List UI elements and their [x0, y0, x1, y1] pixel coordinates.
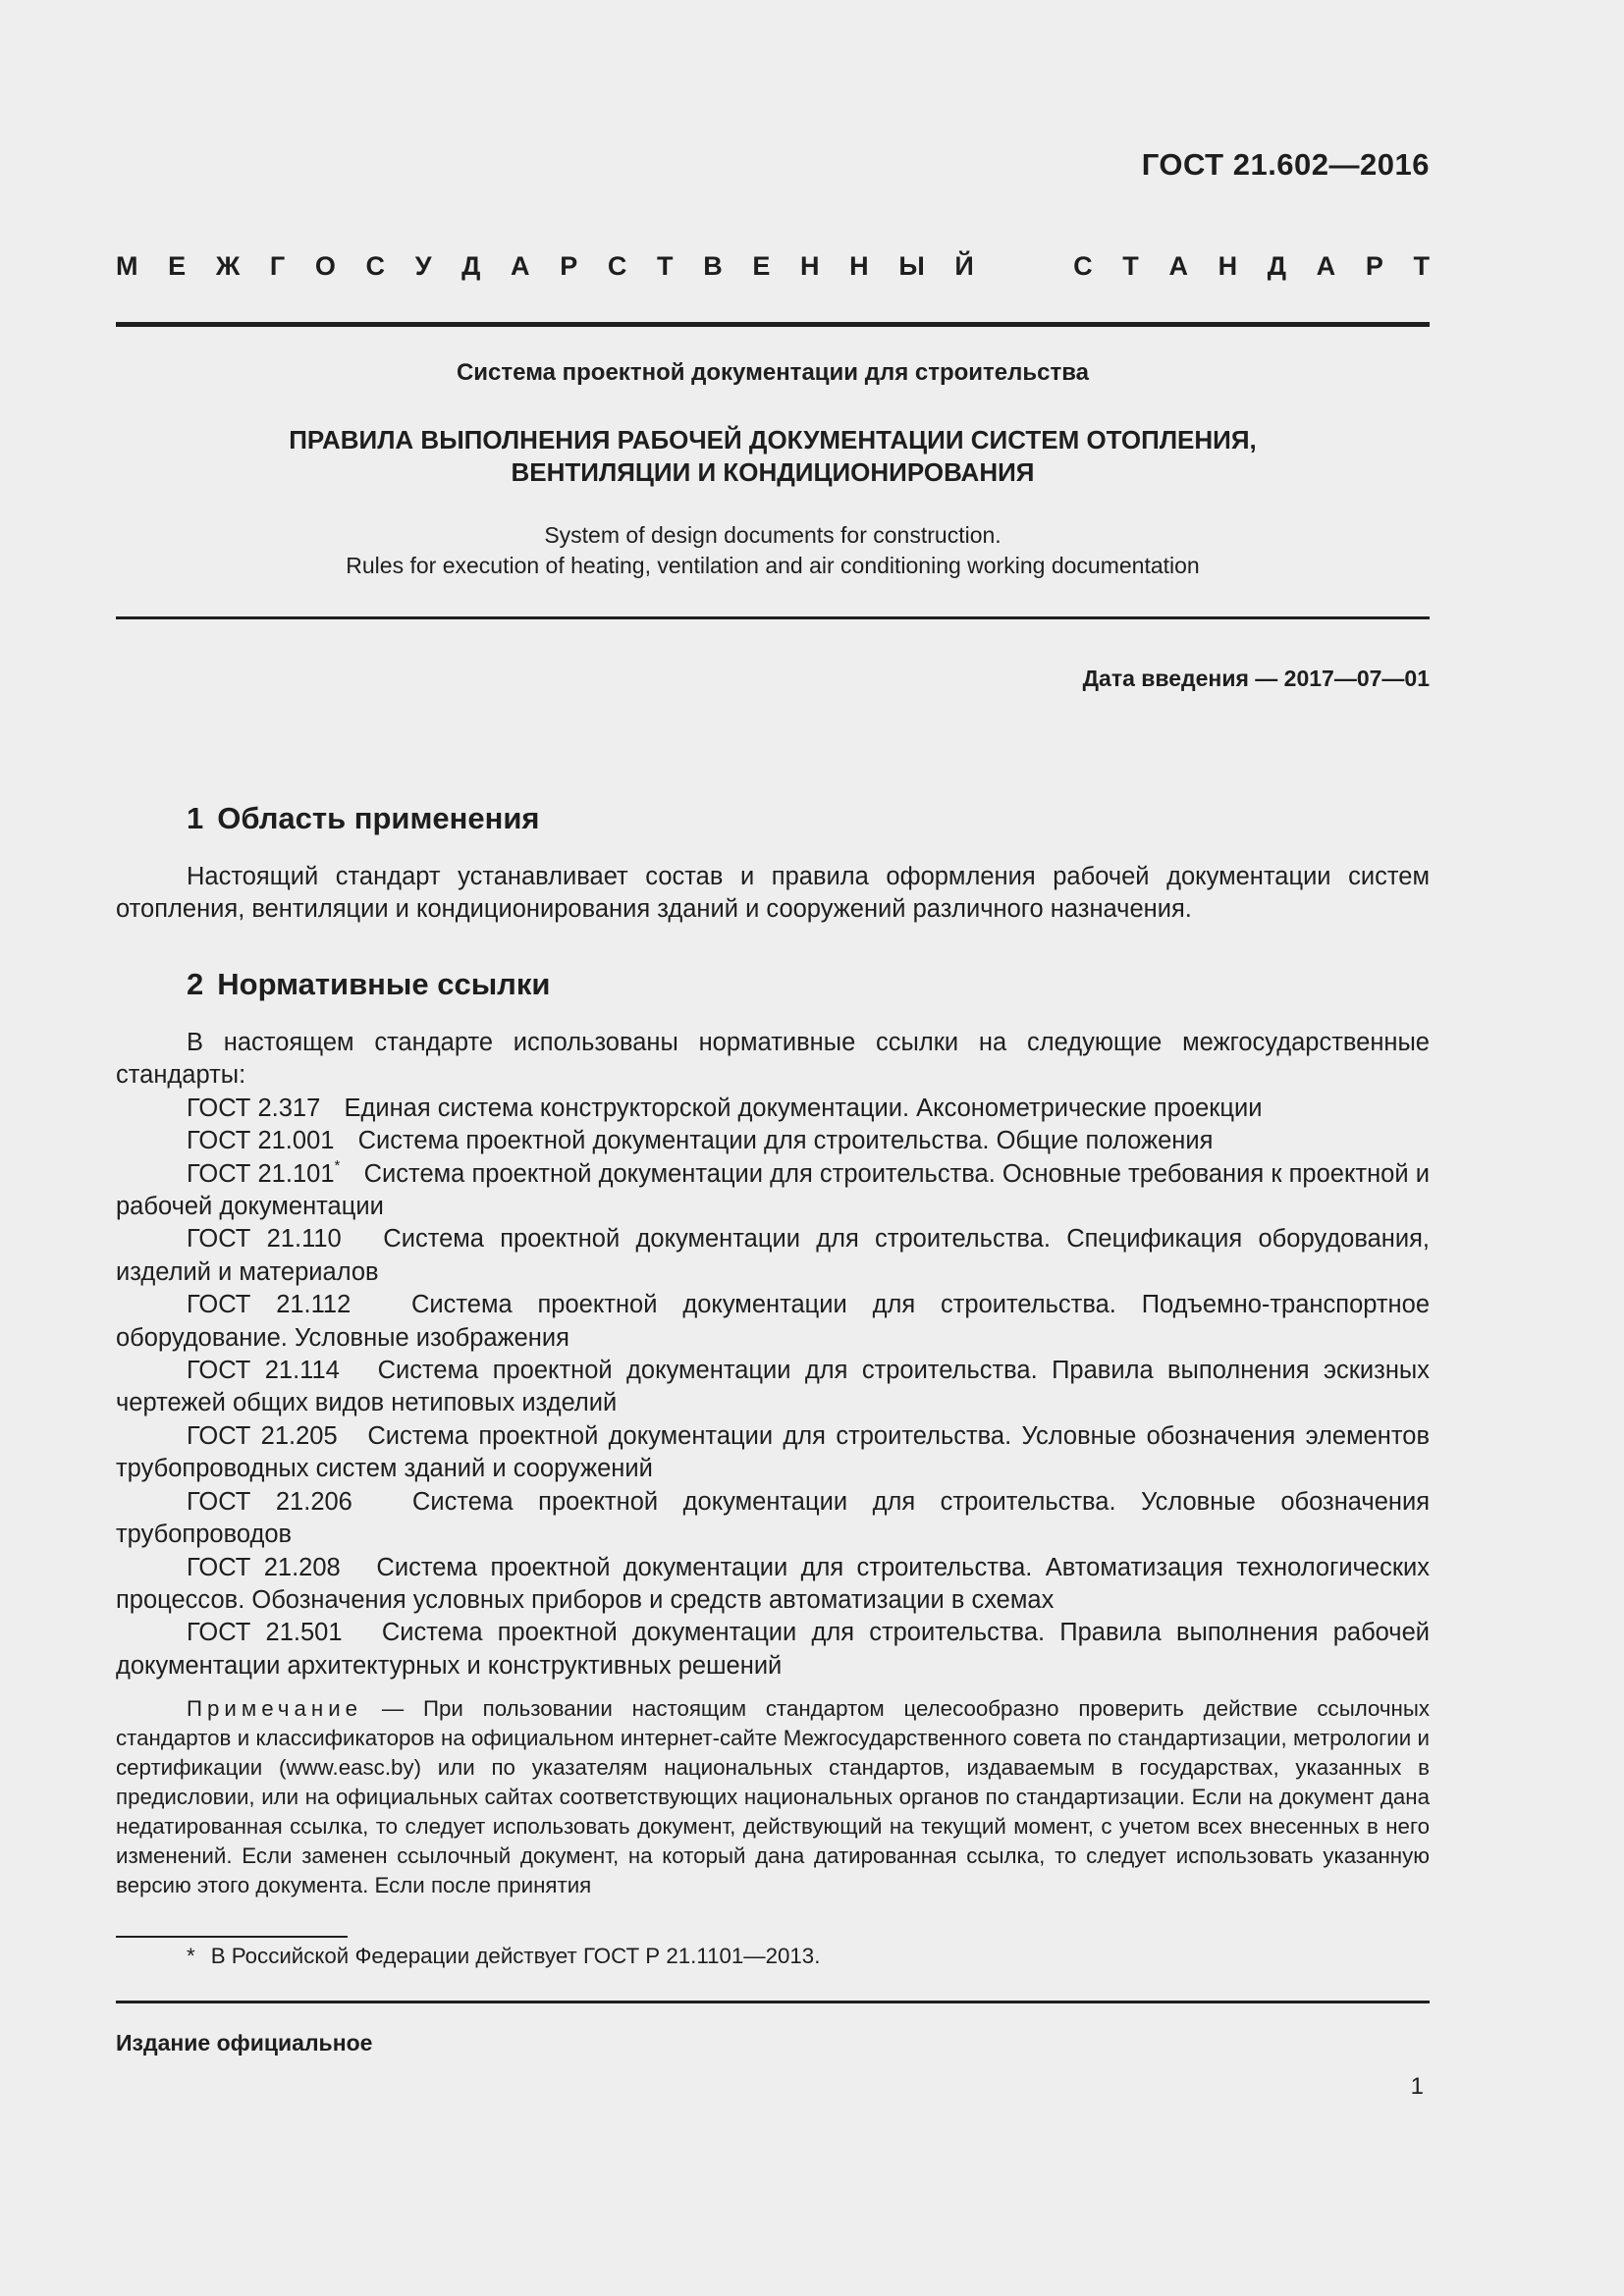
header-divider: [116, 322, 1430, 327]
reference-code: ГОСТ 21.114: [187, 1357, 340, 1385]
note-block: [116, 1694, 1430, 1900]
page-number: 1: [1410, 2073, 1424, 2100]
standard-type-letter: С: [607, 251, 627, 281]
reference-title: Система проектной документации для строительства. Условные обозначения элементов трубопроводных систем зданий и сооружений: [116, 1421, 1431, 1483]
standard-type-letter: Г: [269, 251, 286, 281]
reference-code: ГОСТ 2.317: [187, 1094, 321, 1122]
standard-type-letter: Е: [168, 251, 187, 281]
standard-type-letter: Ы: [898, 251, 925, 281]
document-title: [116, 424, 1430, 489]
section-title: Область применения: [217, 801, 540, 835]
footnote-text: В Российской Федерации действует ГОСТ Р 21.1101—2013.: [210, 1944, 821, 1968]
reference-spacer: [352, 1488, 403, 1516]
reference-item: [116, 1289, 1430, 1355]
reference-title: Система проектной документации для строительства. Общие положения: [357, 1127, 1214, 1155]
standard-type-letter: С: [1073, 251, 1093, 281]
paragraph: В настоящем стандарте использованы нормативные ссылки на следующие межгосударственные стандарты:: [116, 1029, 1430, 1090]
reference-code: ГОСТ 21.205: [187, 1421, 338, 1450]
standard-type-letter: Ж: [215, 251, 241, 281]
reference-title: Система проектной документации для строительства. Правила выполнения эскизных чертежей общих видов нетиповых изделий: [116, 1357, 1430, 1417]
reference-spacer: [340, 1357, 368, 1384]
section-title: Нормативные ссылки: [217, 967, 551, 1001]
standard-code: ГОСТ 21.602—2016: [1141, 147, 1430, 182]
standard-type-letter: Й: [954, 251, 974, 281]
reference-code: ГОСТ 21.112: [187, 1291, 352, 1319]
reference-title: Система проектной документации для строительства. Подъемно-транспортное оборудование. Условные изображения: [116, 1291, 1430, 1352]
reference-spacer: [320, 1095, 334, 1122]
reference-title: Система проектной документации для строительства. Основные требования к проектной и рабочей документации: [116, 1159, 1431, 1221]
section-number: 2: [187, 967, 204, 1001]
standard-type-letter: А: [1316, 251, 1336, 281]
standard-type-letter: С: [365, 251, 386, 281]
reference-spacer: [334, 1127, 348, 1154]
reference-title: Система проектной документации для строительства. Спецификация оборудования, изделий и материалов: [116, 1225, 1430, 1286]
section-2-heading: [187, 967, 550, 1002]
note-label: Примечание: [187, 1696, 363, 1721]
reference-item: [116, 1617, 1430, 1682]
reference-item: [116, 1552, 1430, 1618]
series-title: Система проектной документации для строительства: [456, 359, 1090, 386]
reference-title: Единая система конструкторской документации. Аксонометрические проекции: [344, 1094, 1263, 1122]
standard-type-letter: Т: [1413, 251, 1430, 281]
reference-code: ГОСТ 21.001: [187, 1127, 335, 1155]
standard-type-letter: М: [116, 251, 138, 281]
footnote-divider: [116, 1936, 348, 1938]
english-title-line-1: System of design documents for construction.: [544, 522, 1001, 548]
reference-title: Система проектной документации для строительства. Правила выполнения рабочей документации архитектурных и конструктивных решений: [116, 1619, 1431, 1680]
reference-title: Система проектной документации для строительства. Условные обозначения трубопроводов: [116, 1487, 1431, 1549]
reference-item: [116, 1158, 1430, 1224]
reference-code: ГОСТ 21.206: [187, 1487, 352, 1516]
reference-item: [116, 1420, 1430, 1486]
edition-label: Издание официальное: [116, 2030, 373, 2056]
note-paragraph: [116, 1694, 1430, 1900]
standard-type-letter: Р: [1365, 251, 1383, 281]
standard-type-letter: Т: [1122, 251, 1139, 281]
standard-type-letter: Т: [657, 251, 674, 281]
document-title-line-1: ПРАВИЛА ВЫПОЛНЕНИЯ РАБОЧЕЙ ДОКУМЕНТАЦИИ СИСТЕМ ОТОПЛЕНИЯ,: [289, 425, 1257, 454]
section-number: 1: [187, 801, 204, 835]
letter-gap: [1003, 251, 1043, 282]
reference-spacer: [343, 1619, 372, 1646]
english-title-line-2: Rules for execution of heating, ventilation and air conditioning working documentation: [346, 553, 1200, 578]
reference-code: ГОСТ 21.101: [187, 1159, 335, 1188]
standard-type-letter: О: [314, 251, 336, 281]
reference-spacer: [340, 1160, 353, 1188]
reference-item: [116, 1093, 1430, 1125]
footnote-ref-mark: *: [334, 1157, 341, 1175]
reference-spacer: [341, 1554, 367, 1581]
introduction-date: Дата введения — 2017—07—01: [1082, 666, 1430, 691]
reference-code: ГОСТ 21.501: [187, 1619, 343, 1647]
footnote-mark: *: [187, 1944, 195, 1968]
paragraph: Настоящий стандарт устанавливает состав и правила оформления рабочей документации систем отопления, вентиляции и кондиционирования зданий и сооружений различного назначения.: [116, 863, 1430, 924]
standard-type-letter: А: [1168, 251, 1188, 281]
reference-spacer: [351, 1291, 402, 1318]
reference-title: Система проектной документации для строительства. Автоматизация технологических процессов. Обозначения условных приборов и средств автоматизации в схемах: [116, 1553, 1431, 1614]
standard-type-label: [116, 251, 1430, 282]
title-divider: [116, 616, 1430, 619]
standard-type-letter: Е: [752, 251, 771, 281]
reference-spacer: [338, 1422, 358, 1450]
standard-type-letter: Н: [849, 251, 869, 281]
reference-code: ГОСТ 21.110: [187, 1225, 342, 1254]
standard-type-letter: В: [703, 251, 723, 281]
normative-references: [116, 1027, 1430, 1682]
standard-type-letter: Д: [1267, 251, 1287, 281]
reference-item: [116, 1486, 1430, 1552]
reference-item: [116, 1223, 1430, 1289]
english-title: [116, 520, 1430, 581]
standard-type-letter: Н: [1218, 251, 1238, 281]
footer-divider: [116, 2001, 1430, 2003]
standard-type-letter: Р: [560, 251, 578, 281]
note-text: — При пользовании настоящим стандартом целесообразно проверить действие ссылочных стандартов и классификаторов на официальном интернет-сайте Межгосударственного совета по стандартизации, метрологии и сертификации (www.easc.by) или по указателям национальных стандартов, издаваемым в государствах, указанных в предисловии, или на официальных сайтах соответствующих национальных органов по стандартизации. Если на документ дана недатированная ссылка, то следует использовать документ, действующий на текущий момент, с учетом всех внесенных в него изменений. Если заменен ссылочный документ, на который дана датированная ссылка, то следует использовать указанную версию этого документа. Если после принятия: [116, 1696, 1430, 1897]
footnote: [187, 1944, 820, 1969]
standard-type-letter: У: [414, 251, 432, 281]
standard-type-letter: Д: [461, 251, 481, 281]
reference-spacer: [342, 1225, 374, 1253]
reference-item: [116, 1355, 1430, 1420]
reference-code: ГОСТ 21.208: [187, 1553, 341, 1581]
reference-item: [116, 1125, 1430, 1157]
section-1-body: [116, 861, 1430, 927]
section-1-heading: [187, 801, 540, 836]
standard-type-letter: Н: [800, 251, 820, 281]
standard-type-letter: А: [511, 251, 530, 281]
document-title-line-2: ВЕНТИЛЯЦИИ И КОНДИЦИОНИРОВАНИЯ: [511, 457, 1035, 487]
